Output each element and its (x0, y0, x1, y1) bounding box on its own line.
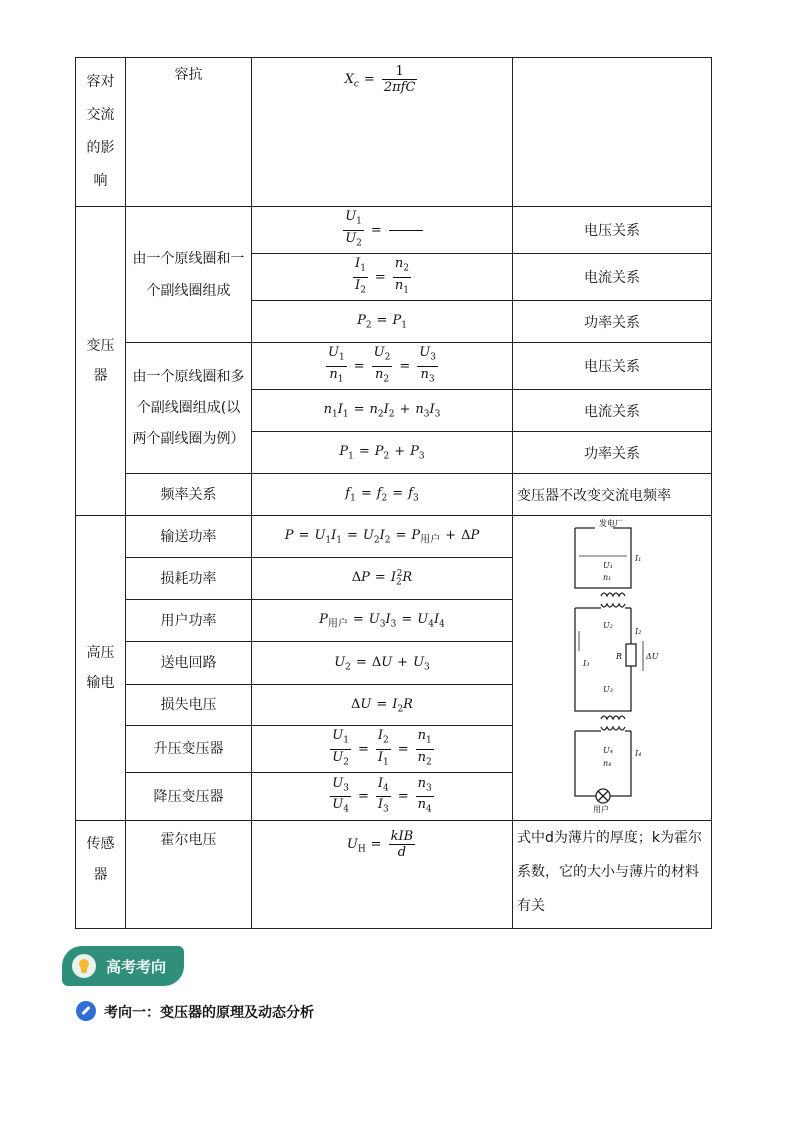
formula-power-equal: $P_2 = P_1$ (252, 301, 513, 343)
svg-text:n₄: n₄ (603, 759, 612, 768)
formula-step-up: $\frac{U_1}{U_2}$ = $\frac{I_2}{I_1}$ = $\frac{n_1}{n_2}$ (252, 726, 513, 773)
svg-text:U₄: U₄ (603, 746, 613, 755)
svg-text:I₁: I₁ (635, 554, 642, 563)
svg-text:ΔU: ΔU (646, 652, 659, 661)
table-row (76, 821, 712, 929)
transmission-circuit-diagram (513, 516, 712, 816)
resistor-label: R (616, 652, 623, 661)
transformer-group1-label: 由一个原线圈和一个副线圈组成 (126, 207, 252, 343)
section-badge (62, 946, 184, 986)
note-voltage: 电压关系 (513, 343, 712, 390)
table-row (76, 474, 712, 516)
note-current: 电流关系 (513, 390, 712, 432)
item-hall-voltage: 霍尔电压 (126, 821, 252, 929)
freq-label: 频率关系 (126, 474, 252, 516)
formula-voltage-loss: $\Delta U = I_2R$ (252, 684, 513, 725)
hv-label: 送电回路 (126, 642, 252, 684)
note-current: 电流关系 (513, 254, 712, 301)
user-subscript: 用户 (420, 535, 441, 546)
formula-multi-power: $P_1 = P_2 + P_3$ (252, 432, 513, 474)
note-frequency: 变压器不改变交流电频率 (513, 474, 712, 516)
category-sensor-text: 传感器 (86, 836, 115, 883)
formula-hall-voltage: $U_H$ = $\frac{\text{kIB}}{d}$ (252, 821, 513, 929)
note-power: 功率关系 (513, 301, 712, 343)
formula-capacitive-reactance: $X_c$ = $\frac{1}{\text{2πfC}}$ (252, 58, 513, 207)
transmission-diagram-cell (513, 516, 712, 821)
svg-text:I₃: I₃ (583, 659, 590, 668)
category-sensor (76, 821, 126, 929)
formula-step-down: $\frac{U_3}{U_4}$ = $\frac{I_4}{I_3}$ = $\frac{n_3}{n_4}$ (252, 773, 513, 821)
table-row (76, 343, 712, 390)
formula-multi-current: $n_1I_1 = n_2I_2 + n_3I_3$ (252, 390, 513, 432)
hv-label: 损耗功率 (126, 558, 252, 599)
formula-user-power: $P_{用户} = U_3I_3 = U_4I_4$ (252, 599, 513, 641)
note-voltage: 电压关系 (513, 207, 712, 254)
formula-transmit-power: $P = U_1I_1 = U_2I_2 = P_{用户} + \Delta P$ (252, 516, 513, 558)
transformer-group2-label: 由一个原线圈和多个副线圈组成(以两个副线圈为例） (126, 343, 252, 474)
table-row (76, 516, 712, 558)
svg-text:n₁: n₁ (603, 573, 612, 582)
user-subscript: 用户 (327, 618, 348, 630)
category-capacitive: 容对交流的影响 (76, 58, 126, 207)
hv-label: 降压变压器 (126, 773, 252, 821)
physics-summary-table (75, 57, 712, 929)
lightbulb-icon (72, 954, 96, 978)
generator-label: 发电厂 (599, 519, 623, 528)
note-hall: 式中d为薄片的厚度；k为霍尔系数，它的大小与薄片的材料有关 (513, 821, 712, 929)
svg-text:U₁: U₁ (603, 561, 613, 570)
table-row (76, 207, 712, 254)
formula-multi-voltage: $\frac{U_1}{n_1}$ = $\frac{U_2}{n_2}$ = $\frac{U_3}{n_3}$ (252, 343, 513, 390)
hv-label: 输送功率 (126, 516, 252, 558)
hv-label: 用户功率 (126, 599, 252, 641)
formula-voltage-ratio: $\frac{U_1}{U_2}$ = (252, 207, 513, 254)
category-transformer-text: 变压器 (86, 338, 115, 384)
category-hv-text: 高压输电 (86, 645, 115, 691)
formula-current-ratio: $\frac{I_1}{I_2}$ = $\frac{n_2}{n_1}$ (252, 254, 513, 301)
formula-loop-voltage: $U_2 = \Delta U + U_3$ (252, 642, 513, 684)
svg-text:I₂: I₂ (635, 627, 642, 636)
pen-icon (76, 1001, 96, 1021)
category-hv (76, 516, 126, 821)
formula-loss-power: $\Delta P = I_2^2R$ (252, 558, 513, 599)
category-transformer (76, 207, 126, 516)
formula-frequency: $f_1 = f_2 = f_3$ (252, 474, 513, 516)
svg-text:I₄: I₄ (635, 749, 642, 758)
user-label: 用户 (593, 805, 609, 814)
svg-text:U₃: U₃ (603, 685, 613, 694)
hv-label: 损失电压 (126, 684, 252, 725)
note-power: 功率关系 (513, 432, 712, 474)
section-badge-label: 高考考向 (106, 958, 167, 976)
item-capacitive-reactance: 容抗 (126, 58, 252, 207)
table-row (76, 58, 712, 207)
subheading-text: 考向一：变压器的原理及动态分析 (104, 1005, 314, 1021)
hv-label: 升压变压器 (126, 726, 252, 773)
svg-text:U₂: U₂ (603, 621, 613, 630)
note-capacitive (513, 58, 712, 207)
